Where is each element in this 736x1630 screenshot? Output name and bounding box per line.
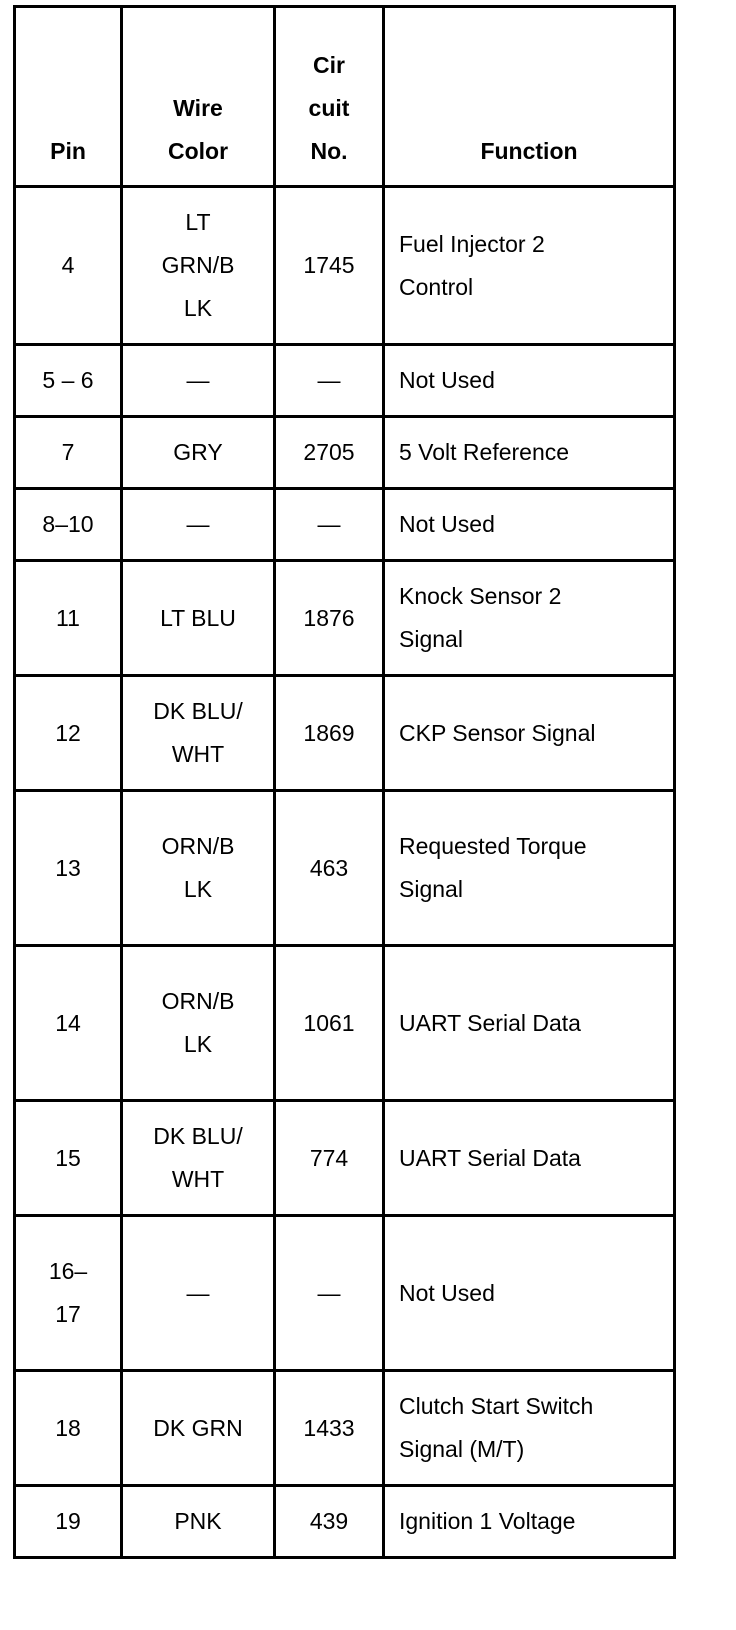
table-row — [15, 1216, 675, 1371]
function-cell: Fuel Injector 2 Control — [384, 187, 675, 345]
function-cell: 5 Volt Reference — [384, 417, 675, 489]
circuit-cell: 1869 — [275, 676, 384, 791]
pin-cell: 7 — [15, 417, 122, 489]
wire-color-cell: LT BLU — [122, 561, 275, 676]
pin-cell: 16– 17 — [15, 1216, 122, 1371]
function-cell: Clutch Start Switch Signal (M/T) — [384, 1371, 675, 1486]
table-row — [15, 489, 675, 561]
function-cell: Requested Torque Signal — [384, 791, 675, 946]
circuit-cell: 439 — [275, 1486, 384, 1558]
circuit-cell: — — [275, 345, 384, 417]
circuit-cell: 1433 — [275, 1371, 384, 1486]
circuit-cell: 1745 — [275, 187, 384, 345]
wire-color-cell: — — [122, 1216, 275, 1371]
pin-cell: 15 — [15, 1101, 122, 1216]
pin-cell: 4 — [15, 187, 122, 345]
function-cell: Not Used — [384, 489, 675, 561]
function-cell: Ignition 1 Voltage — [384, 1486, 675, 1558]
circuit-cell: 774 — [275, 1101, 384, 1216]
pin-cell: 14 — [15, 946, 122, 1101]
table-row — [15, 676, 675, 791]
table-row — [15, 187, 675, 345]
wire-color-cell: ORN/B LK — [122, 791, 275, 946]
pin-cell: 19 — [15, 1486, 122, 1558]
wire-color-cell: DK GRN — [122, 1371, 275, 1486]
wire-color-cell: DK BLU/ WHT — [122, 1101, 275, 1216]
table-row — [15, 946, 675, 1101]
header-circuit-number: Cir cuit No. — [275, 7, 384, 187]
circuit-cell: 1876 — [275, 561, 384, 676]
table-row — [15, 1371, 675, 1486]
wire-color-cell: DK BLU/ WHT — [122, 676, 275, 791]
wire-color-cell: GRY — [122, 417, 275, 489]
circuit-cell: 2705 — [275, 417, 384, 489]
function-cell: Knock Sensor 2 Signal — [384, 561, 675, 676]
wire-color-cell: LT GRN/B LK — [122, 187, 275, 345]
wire-color-cell: — — [122, 489, 275, 561]
pin-cell: 5 – 6 — [15, 345, 122, 417]
table-row — [15, 561, 675, 676]
header-function: Function — [384, 7, 675, 187]
circuit-cell: 463 — [275, 791, 384, 946]
pin-cell: 13 — [15, 791, 122, 946]
table-row — [15, 417, 675, 489]
circuit-cell: — — [275, 1216, 384, 1371]
table-row — [15, 1101, 675, 1216]
table-row — [15, 791, 675, 946]
header-wire-color: Wire Color — [122, 7, 275, 187]
function-cell: UART Serial Data — [384, 946, 675, 1101]
function-cell: CKP Sensor Signal — [384, 676, 675, 791]
table-row — [15, 345, 675, 417]
pin-cell: 8–10 — [15, 489, 122, 561]
function-cell: Not Used — [384, 1216, 675, 1371]
pin-cell: 12 — [15, 676, 122, 791]
pin-cell: 18 — [15, 1371, 122, 1486]
circuit-cell: 1061 — [275, 946, 384, 1101]
circuit-cell: — — [275, 489, 384, 561]
header-pin: Pin — [15, 7, 122, 187]
connector-pinout-table — [13, 5, 676, 1559]
table-row — [15, 1486, 675, 1558]
wire-color-cell: PNK — [122, 1486, 275, 1558]
function-cell: UART Serial Data — [384, 1101, 675, 1216]
pin-cell: 11 — [15, 561, 122, 676]
header-row — [15, 7, 675, 187]
wire-color-cell: ORN/B LK — [122, 946, 275, 1101]
function-cell: Not Used — [384, 345, 675, 417]
wire-color-cell: — — [122, 345, 275, 417]
